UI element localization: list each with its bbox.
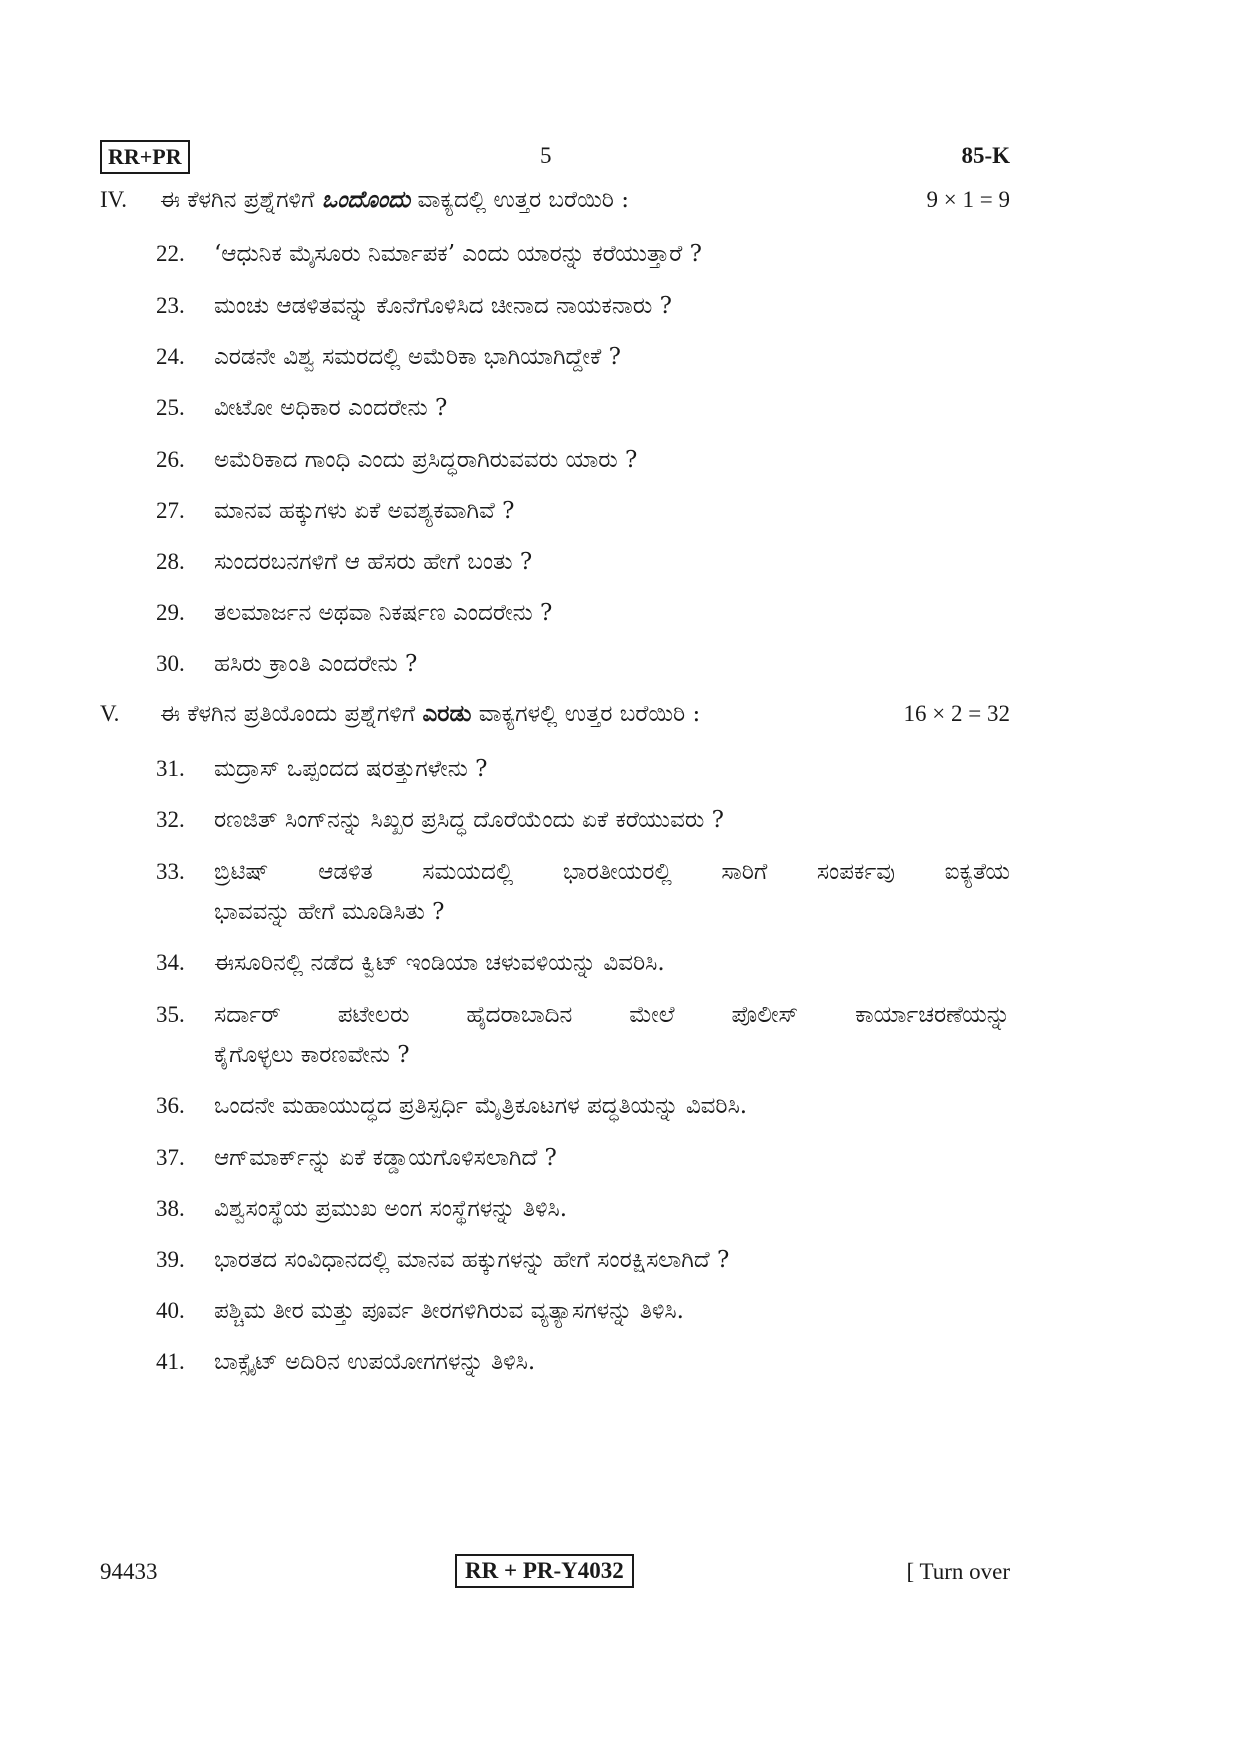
- question-number: 34.: [156, 950, 185, 975]
- question-text: ಮಂಚು ಆಡಳಿತವನ್ನು ಕೊನೆಗೊಳಿಸಿದ ಚೀನಾದ ನಾಯಕನಾರು ?: [214, 293, 672, 319]
- question-number: 26.: [156, 447, 185, 472]
- instruction-emphasis: ಎರಡು: [422, 700, 472, 727]
- question-text: ಹಸಿರು ಕ್ರಾಂತಿ ಎಂದರೇನು ?: [214, 651, 418, 677]
- question-text: ಎರಡನೇ ವಿಶ್ವ ಸಮರದಲ್ಲಿ ಅಮೆರಿಕಾ ಭಾಗಿಯಾಗಿದ್ದೇಕೆ ?: [214, 344, 621, 370]
- question-text: ವಿಶ್ವಸಂಸ್ಥೆಯ ಪ್ರಮುಖ ಅಂಗ ಸಂಸ್ಥೆಗಳನ್ನು ತಿಳಿಸಿ.: [214, 1196, 568, 1222]
- question-text: ಆಗ್‌ಮಾರ್ಕ್‌ನ್ನು ಏಕೆ ಕಡ್ಡಾಯಗೊಳಿಸಲಾಗಿದೆ ?: [214, 1145, 557, 1171]
- question-text: ‘ಆಧುನಿಕ ಮೈಸೂರು ನಿರ್ಮಾಪಕ’ ಎಂದು ಯಾರನ್ನು ಕರೆಯುತ್ತಾರೆ ?: [214, 241, 702, 267]
- question-text: ಮದ್ರಾಸ್ ಒಪ್ಪಂದದ ಷರತ್ತುಗಳೇನು ?: [214, 756, 488, 782]
- question-number: 39.: [156, 1247, 185, 1272]
- question-text: ಪಶ್ಚಿಮ ತೀರ ಮತ್ತು ಪೂರ್ವ ತೀರಗಳಿಗಿರುವ ವ್ಯತ್ಯಾಸಗಳನ್ನು ತಿಳಿಸಿ.: [214, 1298, 684, 1324]
- question-number: 32.: [156, 807, 185, 832]
- instruction-emphasis: ಒಂದೊಂದು: [321, 186, 411, 213]
- turn-over-note: [ Turn over: [906, 1559, 1010, 1584]
- section-number: V.: [100, 701, 120, 726]
- page-footer: [100, 1556, 1010, 1596]
- question-text: ಸುಂದರಬನಗಳಿಗೆ ಆ ಹೆಸರು ಹೇಗೆ ಬಂತು ?: [214, 549, 533, 575]
- question-number: 33.: [156, 859, 185, 884]
- question-35: [156, 995, 1010, 1075]
- instruction-text: ವಾಕ್ಯಗಳಲ್ಲಿ ಉತ್ತರ ಬರೆಯಿರಿ :: [471, 701, 701, 727]
- question-text: [214, 995, 1010, 1075]
- header-left-box: [100, 140, 190, 174]
- question-number: 28.: [156, 549, 185, 574]
- question-text: ಭಾರತದ ಸಂವಿಧಾನದಲ್ಲಿ ಮಾನವ ಹಕ್ಕುಗಳನ್ನು ಹೇಗೆ ಸಂರಕ್ಷಿಸಲಾಗಿದೆ ?: [214, 1247, 730, 1273]
- section-iv-heading: [100, 180, 1010, 220]
- instruction-text: ಈ ಕೆಳಗಿನ ಪ್ರಶ್ನೆಗಳಿಗೆ: [160, 187, 322, 213]
- question-number: 37.: [156, 1145, 185, 1170]
- question-text: ತಲಮಾರ್ಜನ ಅಥವಾ ನಿಕರ್ಷಣ ಎಂದರೇನು ?: [214, 600, 553, 626]
- question-33: [156, 852, 1010, 932]
- footer-series-label: RR + PR-Y4032: [455, 1554, 634, 1588]
- paper-code: 85-K: [961, 143, 1010, 168]
- instruction-text: ವಾಕ್ಯದಲ್ಲಿ ಉತ್ತರ ಬರೆಯಿರಿ :: [410, 187, 629, 213]
- question-number: 38.: [156, 1196, 185, 1221]
- question-text-line: ಭಾವವನ್ನು ಹೇಗೆ ಮೂಡಿಸಿತು ?: [214, 899, 445, 925]
- question-number: 35.: [156, 1002, 185, 1027]
- section-marks: 9 × 1 = 9: [926, 187, 1010, 212]
- question-text: ರಣಜಿತ್ ಸಿಂಗ್‌ನನ್ನು ಸಿಖ್ಖರ ಪ್ರಸಿದ್ಧ ದೊರೆಯೆಂದು ಏಕೆ ಕರೆಯುವರು ?: [214, 807, 724, 833]
- question-number: 22.: [156, 241, 185, 266]
- question-text: [214, 852, 1010, 932]
- question-number: 25.: [156, 395, 185, 420]
- question-number: 29.: [156, 600, 185, 625]
- page-number: 5: [540, 143, 552, 168]
- question-number: 30.: [156, 651, 185, 676]
- question-text: ಈಸೂರಿನಲ್ಲಿ ನಡೆದ ಕ್ವಿಟ್ ಇಂಡಿಯಾ ಚಳುವಳಿಯನ್ನು ವಿವರಿಸಿ.: [214, 950, 665, 976]
- question-text-line: ಕೈಗೊಳ್ಳಲು ಕಾರಣವೇನು ?: [214, 1042, 410, 1068]
- question-number: 40.: [156, 1298, 185, 1323]
- question-number: 36.: [156, 1093, 185, 1118]
- question-text-line: ಬ್ರಿಟಿಷ್ ಆಡಳಿತ ಸಮಯದಲ್ಲಿ ಭಾರತೀಯರಲ್ಲಿ ಸಾರಿಗೆ ಸಂಪರ್ಕವು ಐಕ್ಯತೆಯ: [214, 859, 1010, 885]
- question-text: ವೀಟೋ ಅಧಿಕಾರ ಎಂದರೇನು ?: [214, 395, 448, 421]
- section-number: IV.: [100, 187, 128, 212]
- instruction-text: ಈ ಕೆಳಗಿನ ಪ್ರತಿಯೊಂದು ಪ್ರಶ್ನೆಗಳಿಗೆ: [160, 701, 423, 727]
- footer-code: 94433: [100, 1559, 158, 1584]
- page-header: [100, 140, 1010, 180]
- section-marks: 16 × 2 = 32: [903, 701, 1010, 726]
- question-text: ಒಂದನೇ ಮಹಾಯುದ್ಧದ ಪ್ರತಿಸ್ಪರ್ಧಿ ಮೈತ್ರಿಕೂಟಗಳ ಪದ್ಧತಿಯನ್ನು ವಿವರಿಸಿ.: [214, 1093, 748, 1119]
- section-instruction: [160, 180, 629, 220]
- question-number: 24.: [156, 344, 185, 369]
- question-number: 31.: [156, 756, 185, 781]
- question-number: 27.: [156, 498, 185, 523]
- footer-series-box: [455, 1554, 634, 1588]
- question-text-line: ಸರ್ದಾರ್ ಪಟೇಲರು ಹೈದರಾಬಾದಿನ ಮೇಲೆ ಪೊಲೀಸ್ ಕಾರ್ಯಾಚರಣೆಯನ್ನು: [214, 1002, 1010, 1028]
- question-text: ಅಮೆರಿಕಾದ ಗಾಂಧಿ ಎಂದು ಪ್ರಸಿದ್ಧರಾಗಿರುವವರು ಯಾರು ?: [214, 447, 638, 473]
- question-text: ಮಾನವ ಹಕ್ಕುಗಳು ಏಕೆ ಅವಶ್ಯಕವಾಗಿವೆ ?: [214, 498, 515, 524]
- question-text: ಬಾಕ್ಸೈಟ್ ಅದಿರಿನ ಉಪಯೋಗಗಳನ್ನು ತಿಳಿಸಿ.: [214, 1349, 536, 1375]
- section-instruction: [160, 694, 700, 734]
- question-number: 41.: [156, 1349, 185, 1374]
- section-v-heading: [100, 694, 1010, 734]
- question-number: 23.: [156, 293, 185, 318]
- header-series-label: RR+PR: [100, 140, 190, 174]
